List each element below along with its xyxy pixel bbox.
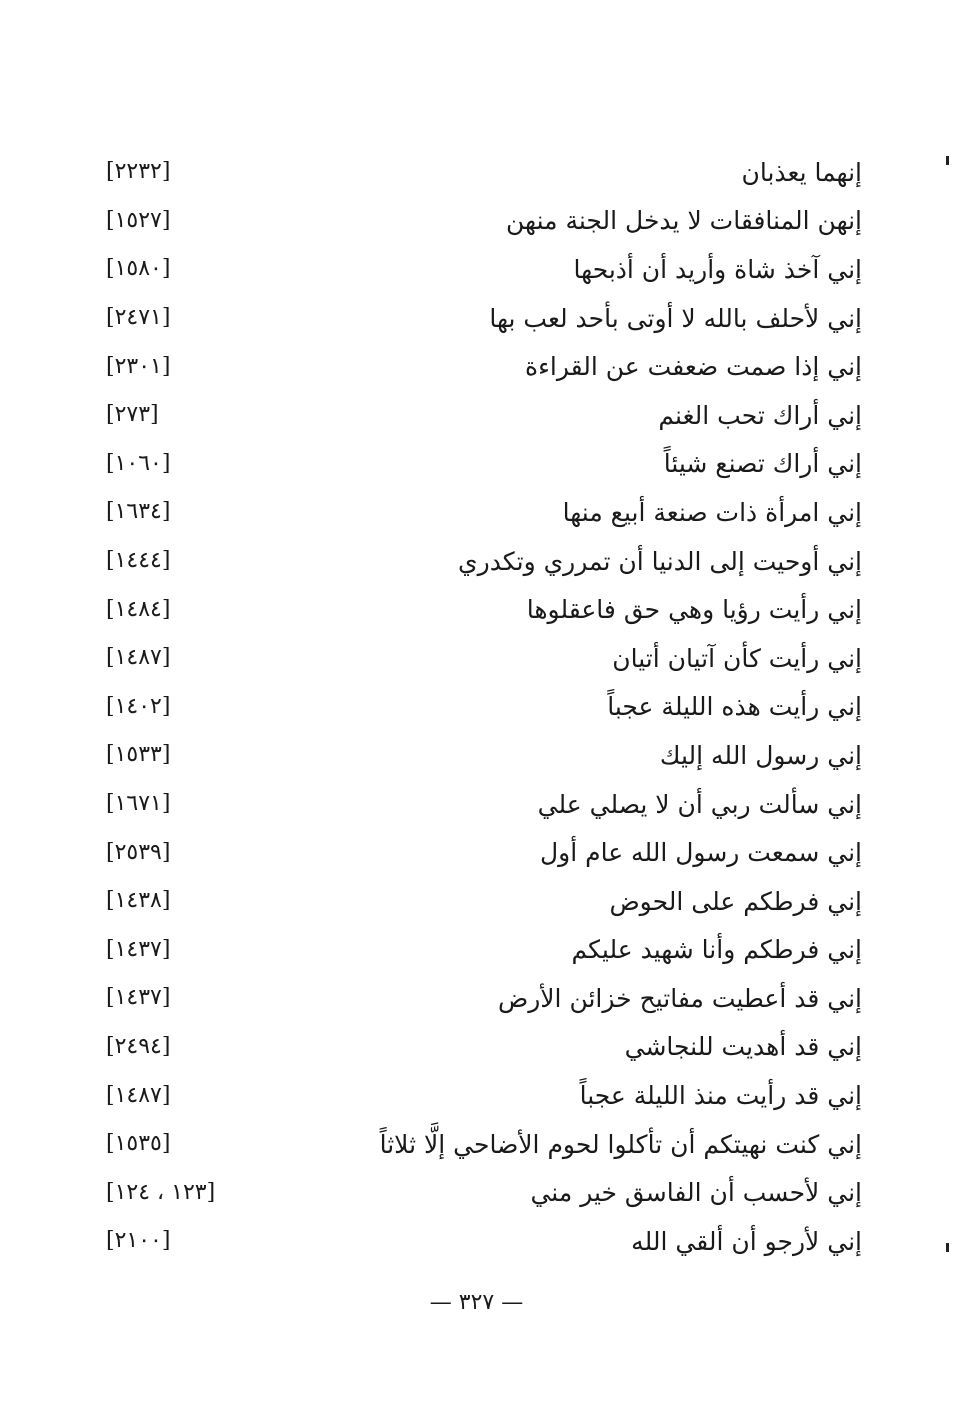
index-entry xyxy=(100,780,862,829)
entry-reference-number: [١٥٣٣] xyxy=(106,742,171,768)
entry-text: إني أراك تصنع شيئاً xyxy=(663,449,862,479)
index-entry xyxy=(100,148,862,197)
entry-text: إنهن المنافقات لا يدخل الجنة منهن xyxy=(506,206,862,236)
entry-text: إني أوحيت إلى الدنيا أن تمرري وتكدري xyxy=(458,546,862,576)
index-entry xyxy=(100,974,862,1023)
entry-reference-number: [٢٧٣] xyxy=(106,402,159,428)
entry-reference-number: [١٥٨٠] xyxy=(106,256,171,282)
entry-reference-number: [١٥٢٧] xyxy=(106,207,171,233)
entry-text: إني قد أهديت للنجاشي xyxy=(624,1032,862,1062)
entry-text: إني كنت نهيتكم أن تأكلوا لحوم الأضاحي إلَّا ثلاثاً xyxy=(379,1129,862,1159)
index-entry xyxy=(100,440,862,489)
entry-reference-number: [١٤٣٨] xyxy=(106,888,171,914)
index-entry xyxy=(100,1023,862,1072)
entry-reference-number: [٢٥٣٩] xyxy=(106,839,171,865)
entry-text: إني لأحلف بالله لا أوتى بأحد لعب بها xyxy=(489,303,862,333)
margin-mark-bottom xyxy=(946,1243,949,1252)
entry-text: إني رأيت هذه الليلة عجباً xyxy=(607,692,862,722)
entry-reference-number: [٢١٠٠] xyxy=(106,1228,171,1254)
index-entry xyxy=(100,197,862,246)
entry-reference-number: [١٤٨٧] xyxy=(106,1082,171,1108)
entry-reference-number: [٢٤٩٤] xyxy=(106,1033,171,1059)
index-entry xyxy=(100,926,862,975)
index-entry xyxy=(100,342,862,391)
entry-text: إني أراك تحب الغنم xyxy=(658,400,862,430)
index-entry xyxy=(100,634,862,683)
entry-reference-number: [١٥٣٥] xyxy=(106,1131,171,1157)
index-entry xyxy=(100,1217,862,1266)
entry-text: إني فرطكم وأنا شهيد عليكم xyxy=(571,935,862,965)
entry-text: إني سمعت رسول الله عام أول xyxy=(539,838,862,868)
entry-text: إني فرطكم على الحوض xyxy=(609,886,862,916)
index-entry xyxy=(100,391,862,440)
entry-text: إني آخذ شاة وأريد أن أذبحها xyxy=(573,254,862,284)
entry-text: إني قد رأيت منذ الليلة عجباً xyxy=(579,1081,862,1111)
entry-text: إني لأحسب أن الفاسق خير مني xyxy=(530,1178,862,1208)
entry-reference-number: [٢٣٠١] xyxy=(106,353,171,379)
entry-text: إني امرأة ذات صنعة أبيع منها xyxy=(562,497,862,527)
index-entry xyxy=(100,731,862,780)
entry-reference-number: [١٢٣ ، ١٢٤] xyxy=(106,1179,216,1205)
entry-reference-number: [١٤٣٧] xyxy=(106,936,171,962)
entry-reference-number: [١٦٣٤] xyxy=(106,499,171,525)
page-number: — ٣٢٧ — xyxy=(429,1290,524,1315)
index-entry xyxy=(100,877,862,926)
index-entry xyxy=(100,585,862,634)
index-entry xyxy=(100,294,862,343)
entry-reference-number: [١٤٨٧] xyxy=(106,645,171,671)
index-entry xyxy=(100,683,862,732)
index-entry xyxy=(100,1168,862,1217)
entry-reference-number: [٢٢٣٢] xyxy=(106,159,171,185)
entry-reference-number: [١٦٧١] xyxy=(106,791,171,817)
entry-reference-number: [١٤٤٤] xyxy=(106,548,171,574)
entry-text: إنهما يعذبان xyxy=(741,157,862,187)
index-entry xyxy=(100,1120,862,1169)
entry-reference-number: [٢٤٧١] xyxy=(106,305,171,331)
entry-text: إني سألت ربي أن لا يصلي علي xyxy=(537,789,862,819)
entry-text: إني رأيت رؤيا وهي حق فاعقلوها xyxy=(526,595,862,625)
entry-reference-number: [١٤٣٧] xyxy=(106,985,171,1011)
index-entry xyxy=(100,537,862,586)
index-entry xyxy=(100,828,862,877)
entry-text: إني رأيت كأن آتيان أتيان xyxy=(612,643,862,673)
index-entry xyxy=(100,488,862,537)
entry-reference-number: [١٠٦٠] xyxy=(106,450,171,476)
entry-reference-number: [١٤٠٢] xyxy=(106,693,171,719)
index-entry xyxy=(100,1071,862,1120)
index-entry xyxy=(100,245,862,294)
entry-text: إني إذا صمت ضعفت عن القراءة xyxy=(525,352,862,382)
margin-mark-top xyxy=(946,156,949,165)
entry-text: إني قد أعطيت مفاتيح خزائن الأرض xyxy=(498,983,862,1013)
entry-reference-number: [١٤٨٤] xyxy=(106,596,171,622)
index-entry-list xyxy=(100,148,862,1266)
entry-text: إني لأرجو أن ألقي الله xyxy=(631,1226,862,1256)
entry-text: إني رسول الله إليك xyxy=(659,740,862,770)
